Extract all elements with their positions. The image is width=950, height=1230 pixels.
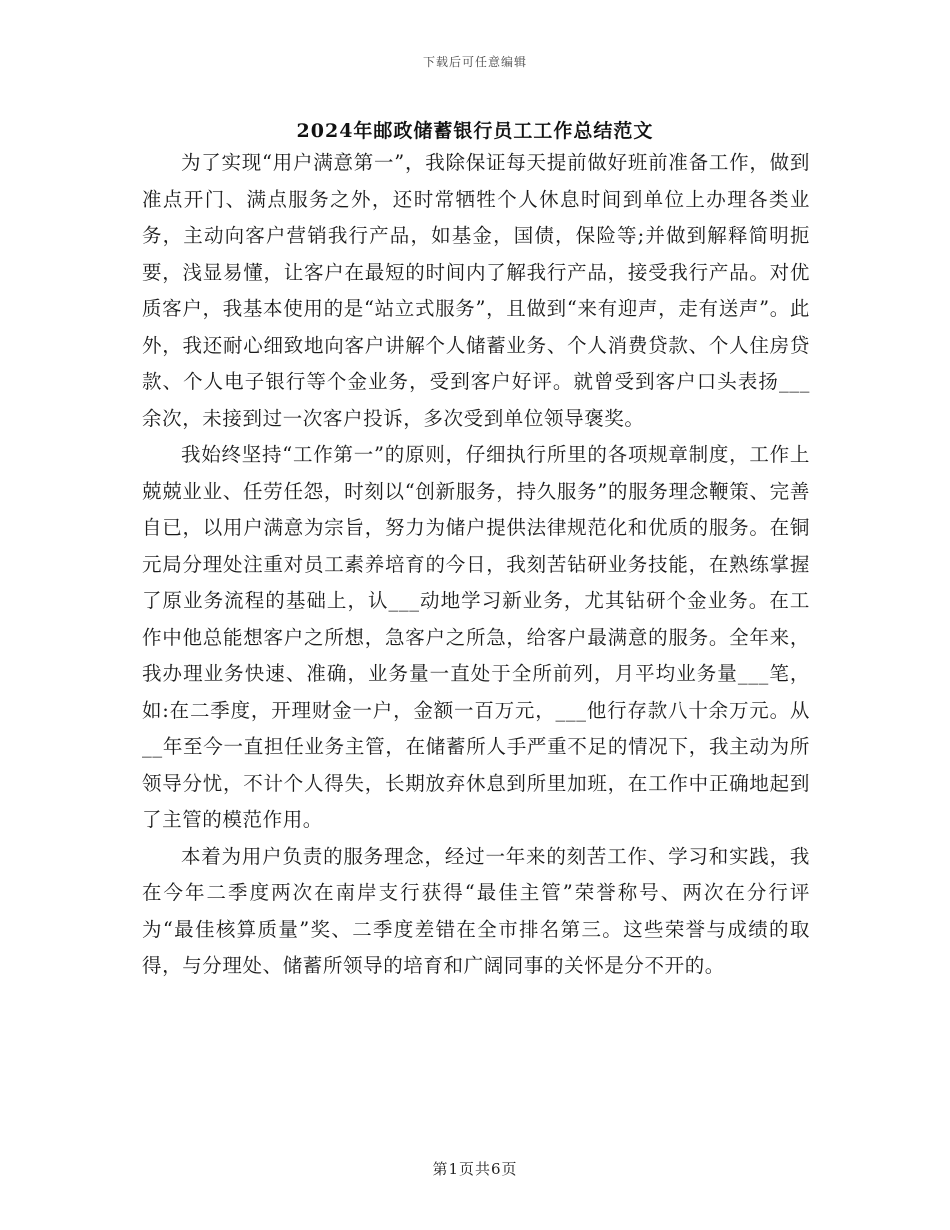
page-footer: 第1页共6页 bbox=[432, 1160, 518, 1178]
paragraph-1: 为了实现“用户满意第一”，我除保证每天提前做好班前准备工作，做到准点开门、满点服务之外，还时常牺牲个人休息时间到单位上办理各类业务，主动向客户营销我行产品，如基金，国债，保险等;并做到解释简明扼要，浅显易懂，让客户在最短的时间内了解我行产品，接受我行产品。对优质客户，我基本使用的是“站立式服务”，且做到“来有迎声，走有送声”。此外，我还耐心细致地向客户讲解个人储蓄业务、个人消费贷款、个人住房贷款、个人电子银行等个金业务，受到客户好评。就曾受到客户口头表扬___余次，未接到过一次客户投诉，多次受到单位领导褒奖。 bbox=[142, 151, 810, 430]
document-body bbox=[142, 145, 810, 985]
header-note: 下载后可任意编辑 bbox=[422, 55, 527, 69]
document-title: 2024年邮政储蓄银行员工工作总结范文 bbox=[296, 120, 654, 142]
paragraph-2: 我始终坚持“工作第一”的原则，仔细执行所里的各项规章制度，工作上兢兢业业、任劳任怨，时刻以“创新服务，持久服务”的服务理念鞭策、完善自已，以用户满意为宗旨，努力为储户提供法律规范化和优质的服务。在铜元局分理处注重对员工素养培育的今日，我刻苦钻研业务技能，在熟练掌握了原业务流程的基础上，认___动地学习新业务，尤其钻研个金业务。在工作中他总能想客户之所想，急客户之所急，给客户最满意的服务。全年来，我办理业务快速、准确，业务量一直处于全所前列，月平均业务量___笔，如:在二季度，开理财金一户，金额一百万元，___他行存款八十余万元。从__年至今一直担任业务主管，在储蓄所人手严重不足的情况下，我主动为所领导分忧，不计个人得失，长期放弃休息到所里加班，在工作中正确地起到了主管的模范作用。 bbox=[142, 443, 810, 831]
paragraph-3: 本着为用户负责的服务理念，经过一年来的刻苦工作、学习和实践，我在今年二季度两次在南岸支行获得“最佳主管”荣誉称号、两次在分行评为“最佳核算质量”奖、二季度差错在全市排名第三。这些荣誉与成绩的取得，与分理处、储蓄所领导的培育和广阔同事的关怀是分不开的。 bbox=[142, 844, 810, 977]
